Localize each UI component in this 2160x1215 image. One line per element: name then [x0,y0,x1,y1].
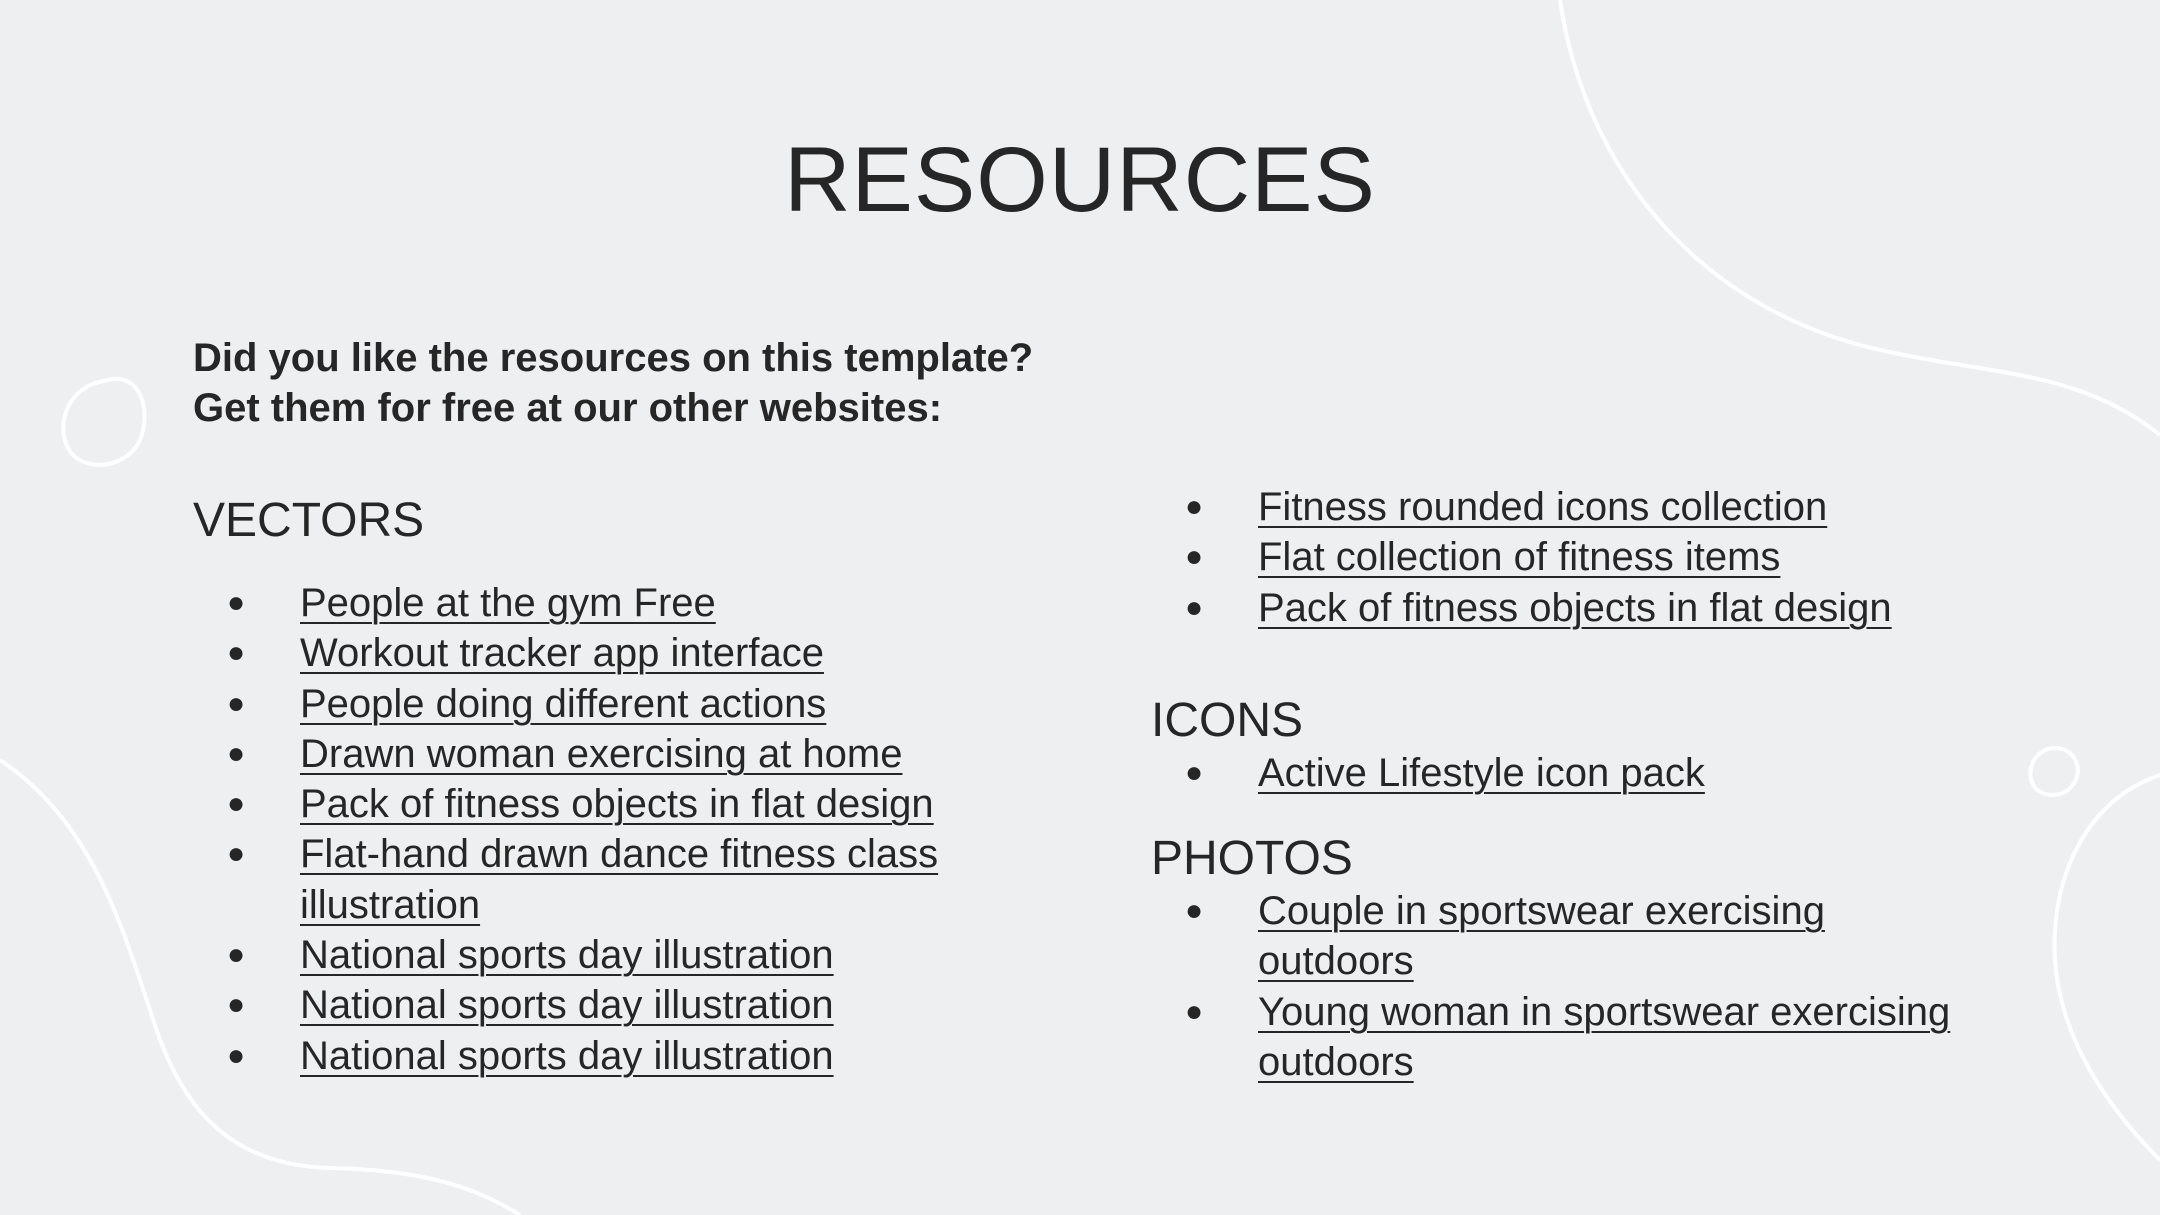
resource-link[interactable]: Fitness rounded icons collection [1258,485,1828,529]
list-item [193,1031,1073,1081]
intro-line-1: Did you like the resources on this template? [193,336,1034,380]
bullet-icon: ● [227,787,246,821]
intro-line-2: Get them for free at our other websites: [193,386,943,430]
bullet-icon: ● [1185,756,1204,789]
bullet-icon: ● [227,736,246,770]
bullet-icon: ● [227,586,246,619]
bullet-icon: ● [227,988,246,1022]
photos-link-list [1151,886,1981,1087]
resource-link[interactable]: Flat-hand drawn dance fitness class illustration [300,832,939,927]
list-item [1151,987,1981,1088]
bullet-icon: ● [227,636,246,670]
vectors-heading: VECTORS [193,494,425,547]
icons-link-list [1151,748,2051,798]
decorative-arc-right [2055,775,2160,1160]
resource-link[interactable]: National sports day illustration [300,983,834,1028]
list-item [193,729,1073,779]
resource-link[interactable]: Active Lifestyle icon pack [1258,751,1705,795]
resource-link[interactable]: People doing different actions [300,681,827,726]
bullet-icon: ● [1185,994,1204,1028]
bullet-icon: ● [227,938,246,972]
list-item [193,628,1073,678]
vectors-link-list [193,578,1073,1081]
icons-heading: ICONS [1151,694,1304,747]
decorative-ring-left [63,379,144,465]
list-item [1151,748,2051,798]
bullet-icon: ● [1185,490,1204,523]
resource-link[interactable]: Workout tracker app interface [300,631,824,676]
resource-link[interactable]: Drawn woman exercising at home [300,731,903,776]
list-item [1151,886,1981,987]
resource-link[interactable]: People at the gym Free [300,581,716,625]
vectors-continued-link-list [1151,482,2051,633]
resource-link[interactable]: Young woman in sportswear exercising outdoors [1258,989,1951,1084]
intro-text [193,333,1033,433]
bullet-icon: ● [1185,894,1204,927]
list-item [1151,583,2051,633]
list-item [193,829,1073,930]
resource-link[interactable]: Couple in sportswear exercising outdoors [1258,889,1825,984]
page-title: RESOURCES [784,129,1376,231]
bullet-icon: ● [227,837,246,871]
bullet-icon: ● [227,686,246,720]
list-item [193,679,1073,729]
photos-heading: PHOTOS [1151,832,1353,885]
bullet-icon: ● [227,1038,246,1072]
list-item [1151,482,2051,532]
resource-link[interactable]: Pack of fitness objects in flat design [1258,585,1892,630]
resource-link[interactable]: Pack of fitness objects in flat design [300,782,934,827]
list-item [193,578,1073,628]
bullet-icon: ● [1185,590,1204,624]
bullet-icon: ● [1185,540,1204,574]
resource-link[interactable]: Flat collection of fitness items [1258,535,1781,580]
list-item [193,980,1073,1030]
list-item [193,779,1073,829]
resource-link[interactable]: National sports day illustration [300,1033,834,1078]
list-item [1151,532,2051,582]
resource-link[interactable]: National sports day illustration [300,933,834,978]
list-item [193,930,1073,980]
